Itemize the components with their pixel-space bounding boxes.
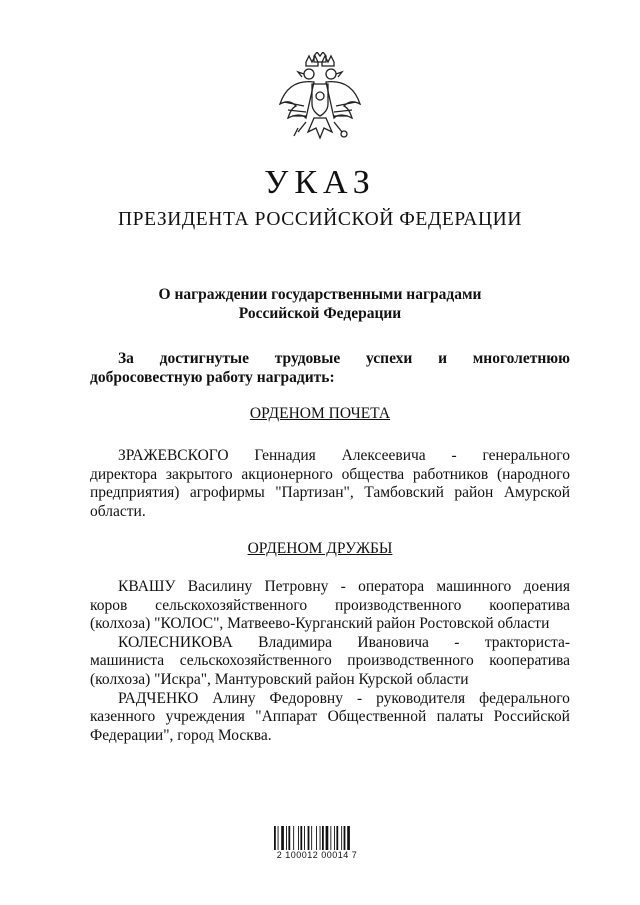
entry-word: КВАШУ xyxy=(118,578,176,595)
entry-word: - xyxy=(451,447,457,464)
entry-line: (колхоза) "Искра", Мантуровский район Курской области xyxy=(90,670,469,688)
award-title-order-of-honor: ОРДЕНОМ ПОЧЕТА xyxy=(249,405,391,422)
state-emblem-icon xyxy=(276,52,364,150)
intro-word: трудовые xyxy=(274,350,341,367)
award-entry xyxy=(90,578,570,634)
entry-line: директора закрытого акционерного общества работников (народного xyxy=(90,465,570,483)
document-subtitle: ПРЕЗИДЕНТА РОССИЙСКОЙ ФЕДЕРАЦИИ xyxy=(117,209,523,230)
entry-first-line xyxy=(90,634,570,653)
award-entry xyxy=(90,634,570,690)
entry-line: казенного учреждения "Аппарат Общественной палаты Российской xyxy=(90,708,570,726)
entry-line: предприятия) агрофирмы "Партизан", Тамбовский район Амурской xyxy=(90,484,570,502)
entry-word: Петровну xyxy=(264,578,329,595)
entry-word: - xyxy=(356,689,363,707)
intro-word: За xyxy=(118,350,134,367)
intro-word: достигнутые xyxy=(159,350,249,367)
entry-word: Алексеевича xyxy=(341,447,426,464)
entry-first-line xyxy=(90,690,570,709)
heading-line-2: Российской Федерации xyxy=(238,305,402,322)
entry-word: - xyxy=(340,578,346,595)
entry-line: области. xyxy=(90,502,146,520)
entry-word: оператора xyxy=(358,578,425,595)
document-title: УКАЗ xyxy=(264,164,376,201)
intro-paragraph xyxy=(90,349,570,387)
entry-line: коров сельскохозяйственного производственного кооператива xyxy=(90,596,570,614)
section-order-of-friendship-entries xyxy=(90,578,570,745)
entry-word: генерального xyxy=(482,447,570,464)
entry-word: машинного xyxy=(436,578,512,595)
entry-word: РАДЧЕНКО xyxy=(118,689,199,707)
entry-word: Алину xyxy=(212,689,256,707)
entry-line: машиниста сельскохозяйственного производственного кооператива xyxy=(90,652,570,670)
intro-line-1 xyxy=(90,349,570,368)
intro-word: успехи xyxy=(366,350,413,367)
entry-word: федерального xyxy=(479,689,570,707)
entry-word: КОЛЕСНИКОВА xyxy=(118,633,233,651)
barcode-number: 2 100012 00014 7 xyxy=(276,850,358,860)
entry-word: тракториста- xyxy=(484,633,570,651)
award-entry xyxy=(90,447,570,521)
intro-word: многолетнюю xyxy=(472,350,570,367)
award-title-order-of-friendship: ОРДЕНОМ ДРУЖБЫ xyxy=(247,540,393,557)
intro-word: и xyxy=(438,350,447,367)
entry-word: доения xyxy=(523,578,570,595)
entry-word: Геннадия xyxy=(254,447,316,464)
entry-word: Ивановича xyxy=(357,633,429,651)
section-order-of-honor-entries xyxy=(90,447,570,521)
entry-word: Василину xyxy=(187,578,253,595)
entry-word: руководителя xyxy=(376,689,466,707)
document-heading xyxy=(0,285,640,323)
intro-line-2: добросовестную работу наградить: xyxy=(90,369,335,386)
entry-first-line xyxy=(90,447,570,466)
entry-word: - xyxy=(454,633,460,651)
entry-line: Федерации", город Москва. xyxy=(90,726,272,744)
entry-line: (колхоза) "КОЛОС", Матвеево-Курганский район Ростовской области xyxy=(90,615,550,633)
award-entry xyxy=(90,690,570,746)
entry-word: ЗРАЖЕВСКОГО xyxy=(118,447,229,464)
entry-first-line xyxy=(90,578,570,597)
entry-word: Владимира xyxy=(258,633,333,651)
heading-line-1: О награждении государственными наградами xyxy=(158,286,482,303)
entry-word: Федоровну xyxy=(269,689,343,707)
